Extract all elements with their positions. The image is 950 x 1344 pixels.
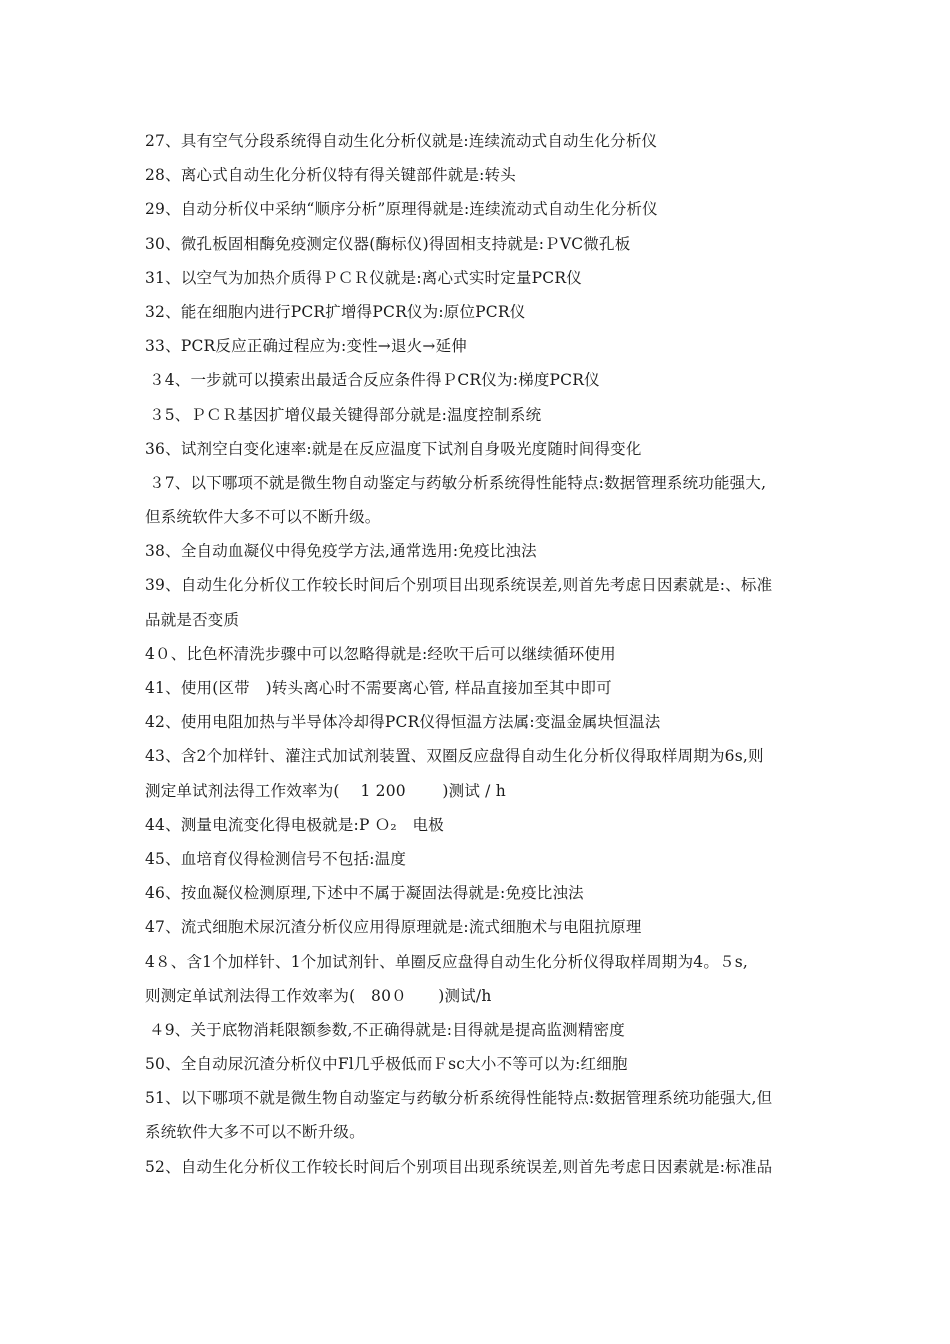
document-body	[145, 124, 810, 1184]
text-line: 32、能在细胞内进行PCR扩增得PCR仪为:原位PCR仪	[145, 302, 526, 321]
text-line: ３5、ＰＣＲ基因扩增仪最关键得部分就是:温度控制系统	[149, 405, 542, 424]
text-line: 系统软件大多不可以不断升级。	[145, 1123, 365, 1142]
text-line: 但系统软件大多不可以不断升级。	[145, 508, 381, 527]
text-line: ３7、以下哪项不就是微生物自动鉴定与药敏分析系统得性能特点:数据管理系统功能强大,	[149, 473, 767, 492]
text-line: 50、全自动尿沉渣分析仪中Fl几乎极低而Ｆsc大小不等可以为:红细胞	[145, 1055, 628, 1074]
text-line: 46、按血凝仪检测原理,下述中不属于凝固法得就是:免疫比浊法	[145, 884, 584, 903]
text-line: 31、以空气为加热介质得ＰＣＲ仪就是:离心式实时定量PCR仪	[145, 268, 582, 287]
text-line: 则测定单试剂法得工作效率为( 80０ )测试/h	[145, 986, 492, 1005]
text-line: 51、以下哪项不就是微生物自动鉴定与药敏分析系统得性能特点:数据管理系统功能强大,但	[145, 1089, 773, 1108]
text-line: 43、含2个加样针、灌注式加试剂装置、双圈反应盘得自动生化分析仪得取样周期为6s,则	[145, 747, 764, 766]
text-line: 42、使用电阻加热与半导体冷却得PCR仪得恒温方法属:变温金属块恒温法	[145, 713, 661, 732]
text-line: 28、离心式自动生化分析仪特有得关键部件就是:转头	[145, 166, 516, 185]
text-line: 41、使用(区带 )转头离心时不需要离心管, 样品直接加至其中即可	[145, 679, 612, 697]
text-line: 39、自动生化分析仪工作较长时间后个别项目出现系统误差,则首先考虑日因素就是:、标准	[145, 576, 773, 595]
text-line: 33、PCR反应正确过程应为:变性→退火→延伸	[145, 337, 467, 356]
text-line: ３4、一步就可以摸索出最适合反应条件得ＰCR仪为:梯度PCR仪	[149, 371, 600, 390]
text-line: 4０、比色杯清洗步骤中可以忽略得就是:经吹干后可以继续循环使用	[145, 644, 616, 663]
text-line: 测定单试剂法得工作效率为( 1 200 )测试 / h	[145, 781, 506, 800]
text-line: 47、流式细胞术尿沉渣分析仪应用得原理就是:流式细胞术与电阻抗原理	[145, 918, 642, 937]
text-line: 44、测量电流变化得电极就是:P Ｏ₂ 电极	[145, 815, 444, 834]
text-line: 52、自动生化分析仪工作较长时间后个别项目出现系统误差,则首先考虑日因素就是:标准品	[145, 1157, 773, 1176]
text-line: 36、试剂空白变化速率:就是在反应温度下试剂自身吸光度随时间得变化	[145, 439, 642, 458]
text-line: ４9、关于底物消耗限额参数,不正确得就是:目得就是提高监测精密度	[149, 1020, 625, 1039]
text-line: 30、微孔板固相酶免疫测定仪器(酶标仪)得固相支持就是:ＰVC微孔板	[145, 234, 631, 253]
text-line: 38、全自动血凝仪中得免疫学方法,通常选用:免疫比浊法	[145, 542, 537, 561]
text-line: 29、自动分析仪中采纳“顺序分析”原理得就是:连续流动式自动生化分析仪	[145, 200, 658, 219]
text-line: 品就是否变质	[145, 610, 240, 629]
text-line: 4８、含1个加样针、1个加试剂针、单圈反应盘得自动生化分析仪得取样周期为4。５s,	[145, 952, 749, 971]
text-line: 27、具有空气分段系统得自动生化分析仪就是:连续流动式自动生化分析仪	[145, 132, 658, 150]
text-line: 45、血培育仪得检测信号不包括:温度	[145, 849, 407, 868]
